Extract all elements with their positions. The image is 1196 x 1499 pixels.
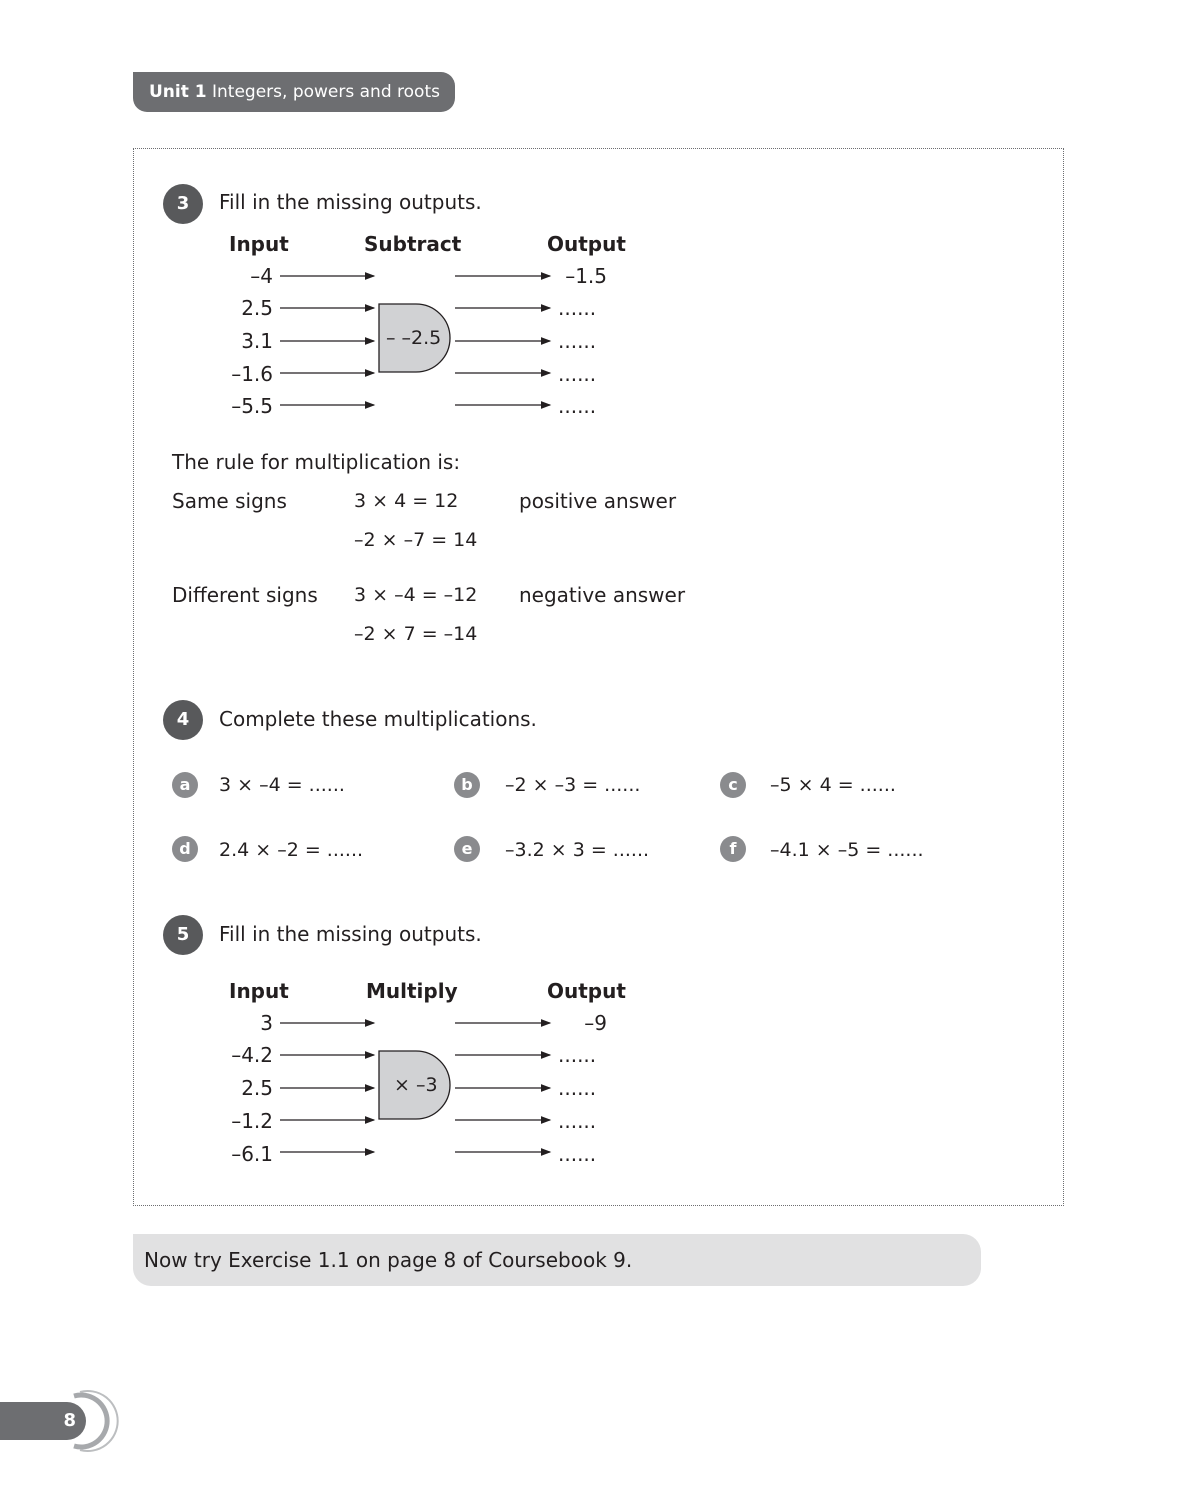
q3-output-2: ...... — [558, 296, 597, 320]
q4-label-c: c — [720, 772, 746, 798]
q4-item-c: –5 × 4 = ...... — [770, 774, 896, 796]
q3-input-5: –5.5 — [231, 394, 273, 418]
rule-same-label: Same signs — [172, 489, 287, 513]
q3-output-header: Output — [547, 232, 626, 256]
rule-same-result: positive answer — [519, 489, 677, 513]
q5-input-2: –4.2 — [231, 1043, 273, 1067]
unit-title: Integers, powers and roots — [212, 82, 440, 102]
q5-input-4: –1.2 — [231, 1109, 273, 1133]
coursebook-note: Now try Exercise 1.1 on page 8 of Coursebook 9. — [133, 1234, 981, 1286]
q4-item-d: 2.4 × –2 = ...... — [219, 839, 364, 861]
q5-output-2: ...... — [558, 1043, 597, 1067]
rule-diff-example-2: –2 × 7 = –14 — [354, 623, 478, 645]
q5-input-5: –6.1 — [231, 1142, 273, 1166]
q3-output-1: –1.5 — [565, 264, 607, 288]
q3-output-3: ...... — [558, 329, 597, 353]
q4-label-b: b — [454, 772, 480, 798]
q5-input-header: Input — [229, 979, 289, 1003]
q3-operation-label: – –2.5 — [386, 327, 442, 349]
q5-output-4: ...... — [558, 1109, 597, 1133]
q4-item-b: –2 × –3 = ...... — [505, 774, 641, 796]
q5-input-1: 3 — [260, 1011, 273, 1035]
question-3-instruction: Fill in the missing outputs. — [219, 190, 482, 214]
rule-diff-example-1: 3 × –4 = –12 — [354, 584, 478, 606]
q4-item-f: –4.1 × –5 = ...... — [770, 839, 924, 861]
q3-input-4: –1.6 — [231, 362, 273, 386]
q4-label-d: d — [172, 836, 198, 862]
q3-operation-header: Subtract — [364, 232, 462, 256]
q3-input-header: Input — [229, 232, 289, 256]
q3-output-4: ...... — [558, 362, 597, 386]
rule-diff-label: Different signs — [172, 583, 318, 607]
q4-item-a: 3 × –4 = ...... — [219, 774, 345, 796]
q5-output-3: ...... — [558, 1076, 597, 1100]
q4-label-e: e — [454, 836, 480, 862]
question-4-number: 4 — [163, 700, 203, 740]
question-5-number: 5 — [163, 915, 203, 955]
rule-same-example-1: 3 × 4 = 12 — [354, 490, 459, 512]
q3-input-2: 2.5 — [241, 296, 273, 320]
q5-output-5: ...... — [558, 1142, 597, 1166]
q5-operation-label: × –3 — [394, 1074, 438, 1096]
question-4-instruction: Complete these multiplications. — [219, 707, 537, 731]
q5-operation-header: Multiply — [366, 979, 458, 1003]
question-3-number: 3 — [163, 184, 203, 224]
q5-output-header: Output — [547, 979, 626, 1003]
q3-output-5: ...... — [558, 394, 597, 418]
q4-label-a: a — [172, 772, 198, 798]
q3-input-3: 3.1 — [241, 329, 273, 353]
rule-diff-result: negative answer — [519, 583, 686, 607]
q4-label-f: f — [720, 836, 746, 862]
unit-label: Unit 1 — [149, 82, 207, 102]
q5-output-1: –9 — [584, 1011, 607, 1035]
page-number: 8 — [0, 1402, 86, 1440]
q4-item-e: –3.2 × 3 = ...... — [505, 839, 650, 861]
q3-input-1: –4 — [250, 264, 273, 288]
rule-same-example-2: –2 × –7 = 14 — [354, 529, 478, 551]
question-5-instruction: Fill in the missing outputs. — [219, 922, 482, 946]
rule-intro: The rule for multiplication is: — [172, 450, 461, 474]
q5-input-3: 2.5 — [241, 1076, 273, 1100]
